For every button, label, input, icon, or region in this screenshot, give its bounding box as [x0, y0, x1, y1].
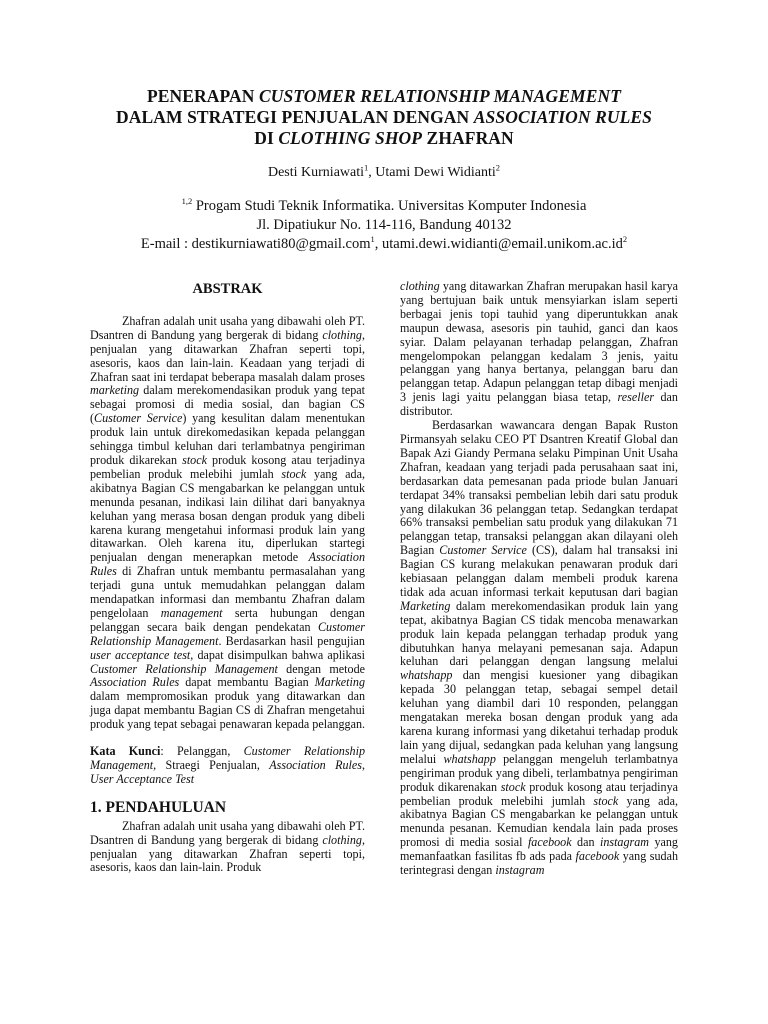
title-text: DI	[254, 128, 279, 148]
title-text: PENERAPAN	[146, 86, 259, 106]
affiliation-sup: 1,2	[181, 196, 193, 207]
title-italic: CUSTOMER RELATIONSHIP MANAGEMENT	[258, 86, 622, 106]
author-name: Desti Kurniawati	[267, 165, 365, 180]
email-sup: 2	[622, 234, 628, 245]
body-paragraph: clothing yang ditawarkan Zhafran merupakan hasil karya yang bertujuan baik untuk mensyiarkan islam seperti berbagai jenis topi tauhid yang diperuntukkan anak maupun dewasa, asesoris pin tauhid, ganci dan kaos syiar. Dalam pelayanan terhadap pelanggan, Zhafran mengelompokan pelanggan kedalam 3 jenis, yaitu pelanggan yang hanya bertanya, pelanggan baru dan pelanggan tetap. Adapun pelanggan tetap dibagi menjadi 3 jenis lagi yaitu pelanggan biasa tetap, reseller dan distributor.	[400, 279, 678, 419]
email-text: E-mail : destikurniawati80@gmail.com	[140, 236, 371, 252]
author-separator: ,	[368, 165, 376, 180]
title-text: DALAM STRATEGI PENJUALAN DENGAN	[116, 107, 474, 127]
email-line	[0, 235, 768, 254]
affiliation-block	[0, 197, 768, 254]
title-line-2	[60, 107, 708, 128]
title-line-1	[60, 86, 708, 107]
right-column	[400, 280, 678, 878]
author-sup: 1	[364, 162, 369, 173]
author-sup: 2	[495, 162, 501, 173]
title-line-3	[60, 128, 708, 149]
title-italic: CLOTHING SHOP	[278, 128, 423, 148]
author-line	[0, 162, 768, 181]
left-column	[90, 280, 365, 875]
email-text: , utami.dewi.widianti@email.unikom.ac.id	[374, 236, 623, 252]
title-italic: ASSOCIATION RULES	[473, 107, 652, 127]
affiliation-text: Progam Studi Teknik Informatika. Universitas Komputer Indonesia	[192, 198, 587, 214]
abstract-paragraph: Zhafran adalah unit usaha yang dibawahi oleh PT. Dsantren di Bandung yang bergerak di bidang clothing, penjualan yang ditawarkan Zhafran seperti topi, asesoris, kaos dan lain-lain. Keadaan yang terjadi di Zhafran saat ini terdapat beberapa masalah dalam proses marketing dalam merekomendasikan produk yang tepat sebagai promosi di media sosial, dan bagian CS (Customer Service) yang kesulitan dalam menentukan produk lain untuk direkomedasikan kepada pelanggan sehingga timbul keluhan dari terlambatnya pengiriman produk dikarekan stock produk kosong atau terjadinya pembelian produk melebihi jumlah stock yang ada, akibatnya Bagian CS mengabarkan ke pelanggan untuk menunda pesanan, indikasi lain dilihat dari banyaknya keluhan yang merasa bosan dengan produk yang dibeli karena kurang mengetahui informasi produk lain yang ditawarkan. Oleh karena itu, diperlukan startegi penjualan dengan menerapkan metode Association Rules di Zhafran untuk membantu permasalahan yang terjadi guna untuk memudahkan pelanggan dalam mendapatkan informasi dan membantu Zhafran dalam pengelolaan management serta hubungan dengan pelanggan secara baik dengan pendekatan Customer Relationship Management. Berdasarkan hasil pengujian user acceptance test, dapat disimpulkan bahwa aplikasi Customer Relationship Management dengan metode Association Rules dapat membantu Bagian Marketing dalam mempromosikan produk yang ditawarkan dan juga dapat membantu Bagian CS di Zhafran mengetahui produk yang tepat sebagai penawaran kepada pelanggan.	[90, 313, 366, 732]
author-name: Utami Dewi Widianti	[375, 165, 496, 180]
section-heading-introduction: 1. PENDAHULUAN	[90, 798, 227, 816]
address-line: Jl. Dipatiukur No. 114-116, Bandung 40132	[256, 217, 512, 233]
keywords-paragraph: Kata Kunci: Pelanggan, Customer Relationship Management, Straegi Penjualan, Association Rules, User Acceptance Test	[90, 744, 365, 786]
email-sup: 1	[370, 234, 375, 245]
paper-title	[60, 86, 708, 149]
introduction-paragraph: Zhafran adalah unit usaha yang dibawahi oleh PT. Dsantren di Bandung yang bergerak di bidang clothing, penjualan yang ditawarkan Zhafran seperti topi, asesoris, kaos dan lain-lain. Produk	[90, 818, 365, 875]
title-text: ZHAFRAN	[422, 128, 514, 148]
body-paragraph: Berdasarkan wawancara dengan Bapak Ruston Pirmansyah selaku CEO PT Dsantren Kreatif Global dan Bapak Azi Giandy Permana selaku Pimpinan Unit Usaha Zhafran, keadaan yang terjadi pada perusahaan saat ini, berdasarkan data pemesanan pada priode bulan Januari terdapat 34% transaksi pembelian lebih dari satu produk yang dilakukan 36 pelanggan tetap. Sedangkan terdapat 66% transaksi pembelian satu produk yang dilakukan 71 pelanggan tetap, transaksi pelanggan akan dilayani oleh Bagian Customer Service (CS), dalam hal transaksi ini Bagian CS kurang melakukan penawaran produk dari kebiasaan pelanggan dalam membeli produk karena tidak ada acuan informasi terkait keputusan dari bagian Marketing dalam merekomendasikan produk lain yang tepat, akibatnya Bagian CS tidak mencoba menawarkan produk lain kepada pelanggan terhadap produk yang dibutuhkan hanya melayani pemesanan saja. Adapun keluhan dari pelanggan dengan langsung melalui whatshapp dan mengisi kuesioner yang dibagikan kepada 30 pelanggan tetap, sebagai sempel detail keluhan yang diambil dari 10 responden, pelanggan mengatakan mereka bosan dengan produk yang ada karena kurang informasi yang diketahui terhadap produk lain yang dijual, sedangkan pada keluhan yang langsung melalui whatshapp pelanggan mengeluh terlambatnya pengiriman produk yang dibeli, terlambatnya pengiriman produk dikarenakan stock produk kosong atau terjadinya pembelian produk melebihi jumlah stock yang ada, akibatnya Bagian CS mengabarkan ke pelanggan untuk menunda pesanan. Kemudian kendala lain pada proses promosi di media sosial facebook dan instagram yang memanfaatkan fasilitas fb ads pada facebook yang sudah terintegrasi dengan instagram	[400, 418, 678, 878]
abstract-heading: ABSTRAK	[192, 281, 263, 297]
keywords-label: Kata Kunci	[90, 744, 161, 759]
affiliation-line	[0, 197, 768, 216]
